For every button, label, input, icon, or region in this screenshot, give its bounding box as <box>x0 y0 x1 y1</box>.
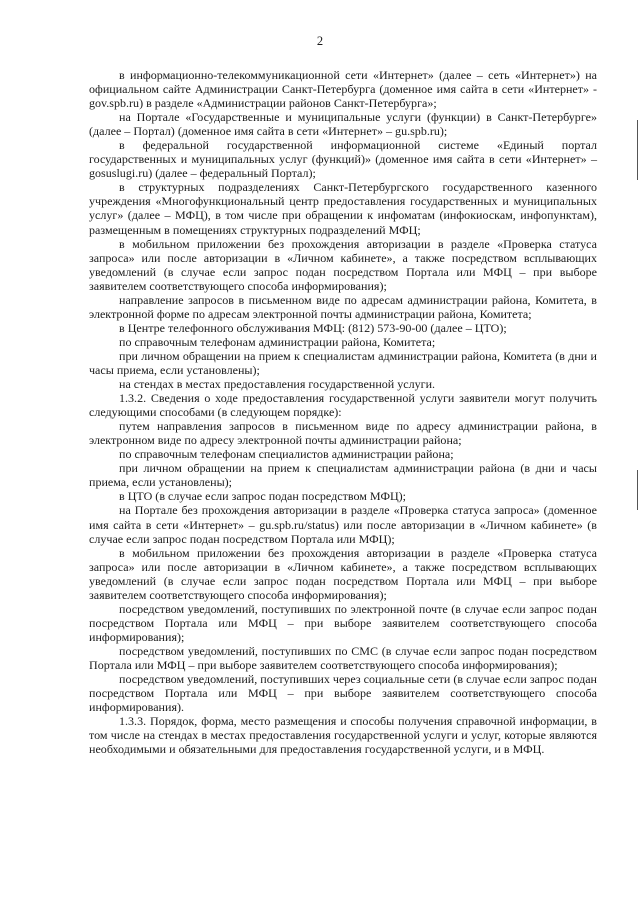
paragraph-status-email: посредством уведомлений, поступивших по электронной почте (в случае если запрос подан посредством Портала или МФЦ – при выборе заявителем соответствующего способа информирования); <box>89 601 597 644</box>
paragraph-federal-portal: в федеральной государственной информационной системе «Единый портал государственных и муниципальных услуг (функций)» (доменное имя сайта в сети «Интернет» – gosuslugi.ru) (далее – федеральный Портал); <box>89 138 597 181</box>
paragraph-status-phones: по справочным телефонам специалистов администрации района; <box>119 447 454 462</box>
paragraph-status-portal: на Портале без прохождения авторизации в разделе «Проверка статуса запроса» (доменное имя сайта в сети «Интернет» – gu.spb.ru/status) или после авторизации в «Личном кабинете» (в случае если запрос подан посредством Портала или МФЦ); <box>89 503 597 546</box>
paragraph-stands: на стендах в местах предоставления государственной услуги. <box>119 377 436 392</box>
paragraph-mfc: в структурных подразделениях Санкт-Петербургского государственного казенного учреждения «Многофункциональный центр предоставления государственных и муниципальных услуг» (далее – МФЦ), в том числе при обращении к инфоматам (инфокиоскам, инфопунктам), размещенным в помещениях структурных подразделений МФЦ; <box>89 180 597 237</box>
paragraph-mobile-app: в мобильном приложении без прохождения авторизации в разделе «Проверка статуса запроса» или после авторизации в «Личном кабинете», а также посредством всплывающих уведомлений (в случае если запрос подан посредством Портала или МФЦ – при выборе заявителем соответствующего способа информирования); <box>89 236 597 293</box>
paragraph-portal: на Портале «Государственные и муниципальные услуги (функции) в Санкт-Петербурге» (далее – Портал) (доменное имя сайта в сети «Интернет» – gu.spb.ru); <box>89 110 597 139</box>
paragraph-status-written: путем направления запросов в письменном виде по адресу администрации района, в электронном виде по адресу электронной почты администрации района; <box>89 419 597 448</box>
paragraph-status-visit: при личном обращении на прием к специалистам администрации района (в дни и часы приема, если установлены); <box>89 461 597 490</box>
paragraph-status-cto: в ЦТО (в случае если запрос подан посредством МФЦ); <box>119 489 407 504</box>
scan-edge-mark <box>637 470 638 510</box>
paragraph-status-sms: посредством уведомлений, поступивших по СМС (в случае если запрос подан посредством Портала или МФЦ – при выборе заявителем соответствующего способа информирования); <box>89 643 597 672</box>
paragraph-reference-phones: по справочным телефонам администрации района, Комитета; <box>119 334 436 349</box>
scan-edge-mark <box>637 120 638 180</box>
paragraph-internet-site: в информационно-телекоммуникационной сети «Интернет» (далее – сеть «Интернет») на официальном сайте Администрации Санкт-Петербурга (доменное имя сайта в сети «Интернет» - gov.spb.ru) в разделе «Администрации районов Санкт-Петербурга»; <box>89 68 597 111</box>
page-number: 2 <box>316 34 324 48</box>
paragraph-call-center: в Центре телефонного обслуживания МФЦ: (812) 573-90-00 (далее – ЦТО); <box>119 320 507 335</box>
paragraph-status-mobile-app: в мобильном приложении без прохождения авторизации в разделе «Проверка статуса запроса» или после авторизации в «Личном кабинете», а также посредством всплывающих уведомлений (в случае если запрос подан посредством Портала или МФЦ – при выборе заявителем соответствующего способа информирования); <box>89 545 597 602</box>
document-body <box>89 68 597 756</box>
section-1-3-2: 1.3.2. Сведения о ходе предоставления государственной услуги заявители могут получить следующими способами (в следующем порядке): <box>89 391 597 420</box>
paragraph-written-requests: направление запросов в письменном виде по адресам администрации района, Комитета, в электронной форме по адресам электронной почты администрации района, Комитета; <box>89 292 597 321</box>
section-1-3-3: 1.3.3. Порядок, форма, место размещения и способы получения справочной информации, в том числе на стендах в местах предоставления государственной услуги и услуг, которые являются необходимыми и обязательными для предоставления государственной услуги, и в МФЦ. <box>89 714 597 757</box>
paragraph-personal-visit: при личном обращении на прием к специалистам администрации района, Комитета (в дни и часы приема, если установлены); <box>89 348 597 377</box>
paragraph-status-social: посредством уведомлений, поступивших через социальные сети (в случае если запрос подан посредством Портала или МФЦ – при выборе заявителем соответствующего способа информирования). <box>89 672 597 715</box>
